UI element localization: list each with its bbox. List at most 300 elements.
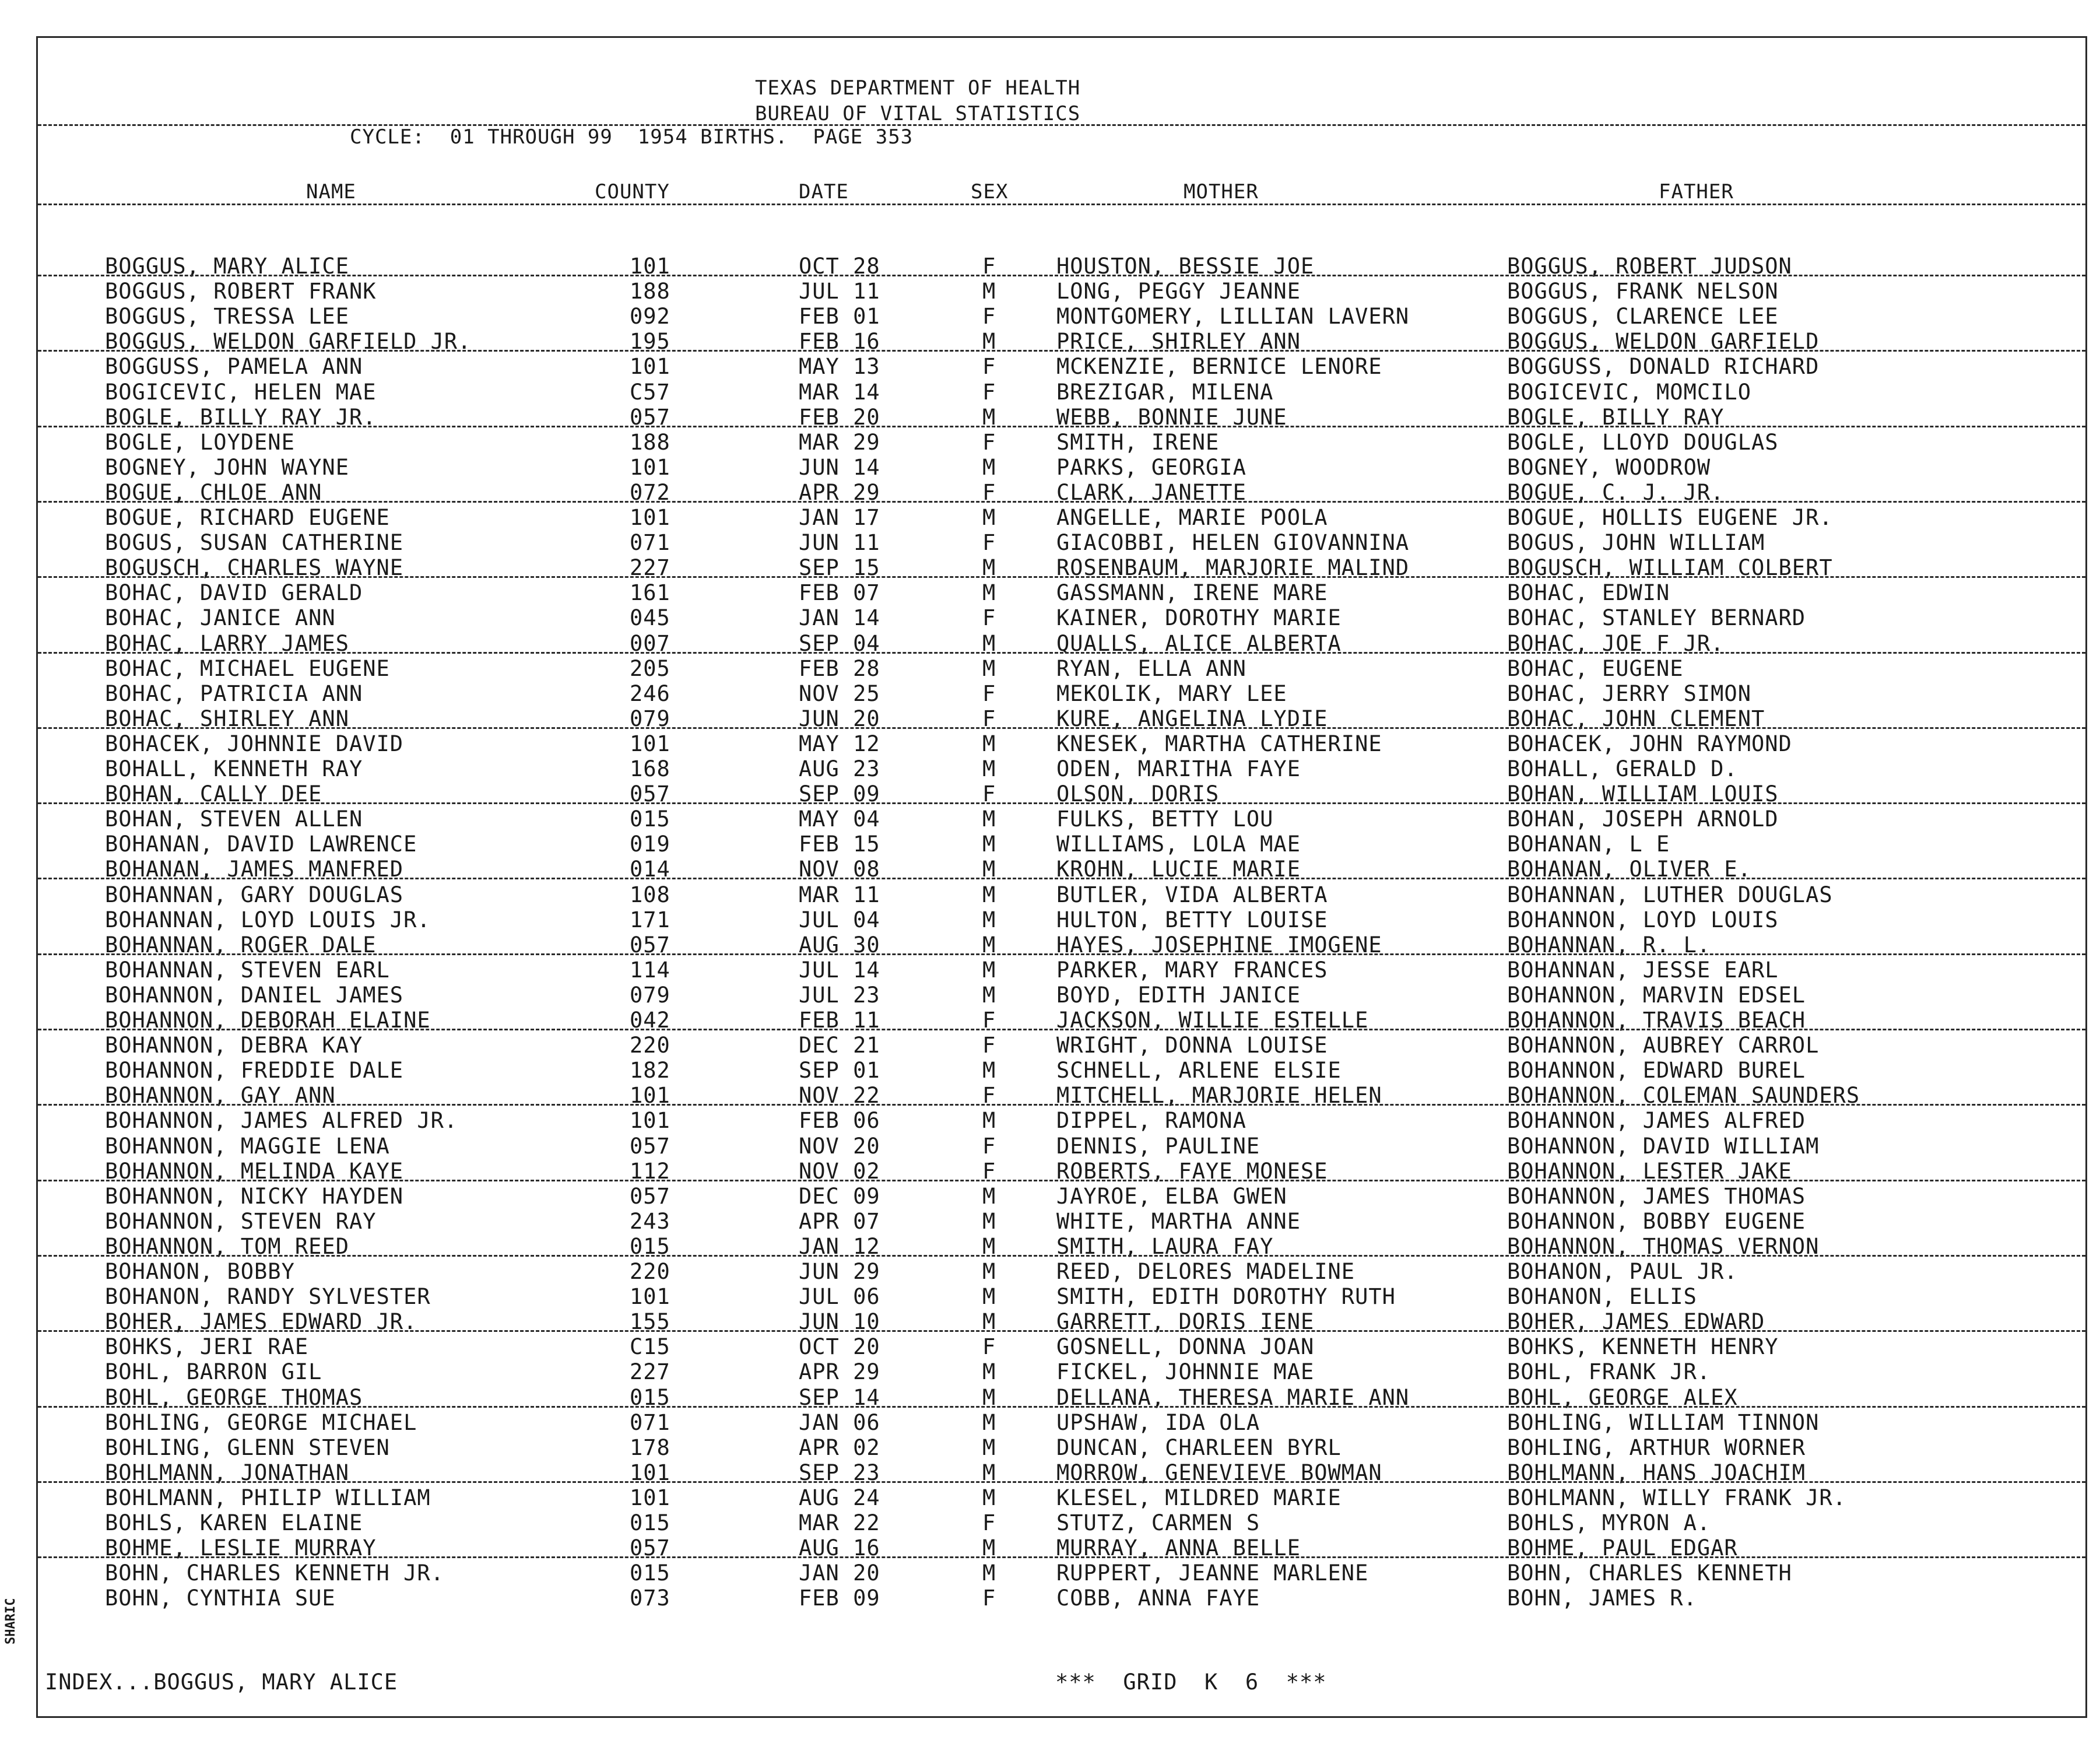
- cell-father: BOHANON, ELLIS: [1507, 1284, 1697, 1310]
- table-row: [38, 1560, 2085, 1586]
- cell-name: BOGGUS, ROBERT FRANK: [105, 279, 377, 304]
- cell-father: BOGUSCH, WILLIAM COLBERT: [1507, 555, 1833, 581]
- cell-date: JUL 06: [799, 1284, 880, 1310]
- cell-name: BOHANON, RANDY SYLVESTER: [105, 1284, 431, 1310]
- cell-county: 015: [630, 1510, 670, 1535]
- cell-mother: KLESEL, MILDRED MARIE: [1056, 1485, 1342, 1510]
- cell-date: JUN 20: [799, 706, 880, 731]
- table-row: [38, 1435, 2085, 1461]
- cell-date: JAN 20: [799, 1560, 880, 1586]
- cell-date: FEB 07: [799, 580, 880, 606]
- cell-father: BOHLING, ARTHUR WORNER: [1507, 1435, 1806, 1460]
- cell-date: MAY 13: [799, 354, 880, 380]
- cell-sex: M: [982, 1560, 996, 1586]
- cell-father: BOGGUS, ROBERT JUDSON: [1507, 254, 1792, 279]
- cell-father: BOHANAN, OLIVER E.: [1507, 857, 1751, 882]
- column-header-mother: MOTHER: [1184, 180, 1259, 204]
- table-row: [38, 1510, 2085, 1536]
- cell-date: SEP 23: [799, 1460, 880, 1485]
- cell-name: BOHACEK, JOHNNIE DAVID: [105, 731, 404, 756]
- cell-county: 071: [630, 530, 670, 556]
- cell-date: JUL 23: [799, 982, 880, 1008]
- cell-county: C15: [630, 1334, 670, 1360]
- cell-date: JAN 17: [799, 505, 880, 530]
- table-row: [38, 1334, 2085, 1360]
- table-row: [38, 656, 2085, 682]
- cell-mother: COBB, ANNA FAYE: [1056, 1586, 1260, 1611]
- cell-sex: F: [982, 1158, 996, 1184]
- cell-date: SEP 04: [799, 630, 880, 656]
- row-group-separator: [38, 1180, 2085, 1181]
- cell-father: BOGUE, C. J. JR.: [1507, 479, 1725, 505]
- cell-sex: M: [982, 279, 996, 304]
- cell-date: AUG 23: [799, 756, 880, 781]
- cell-mother: RYAN, ELLA ANN: [1056, 655, 1246, 681]
- row-group-separator: [38, 1029, 2085, 1030]
- cell-father: BOHANNON, TRAVIS BEACH: [1507, 1008, 1806, 1033]
- cell-father: BOHLING, WILLIAM TINNON: [1507, 1409, 1820, 1435]
- cell-mother: OLSON, DORIS: [1056, 781, 1220, 807]
- cell-sex: F: [982, 304, 996, 329]
- cell-date: JAN 14: [799, 605, 880, 631]
- row-group-separator: [38, 426, 2085, 427]
- cell-name: BOHER, JAMES EDWARD JR.: [105, 1309, 417, 1335]
- cell-date: SEP 15: [799, 555, 880, 581]
- cell-sex: M: [982, 454, 996, 480]
- cell-father: BOGICEVIC, MOMCILO: [1507, 379, 1751, 405]
- cell-date: MAY 12: [799, 731, 880, 756]
- cell-sex: M: [982, 329, 996, 355]
- cell-county: 171: [630, 907, 670, 932]
- cell-county: 101: [630, 254, 670, 279]
- cell-sex: M: [982, 1384, 996, 1410]
- cell-county: C57: [630, 379, 670, 405]
- column-header-county: COUNTY: [595, 180, 670, 204]
- cell-date: FEB 09: [799, 1586, 880, 1611]
- cell-date: MAR 29: [799, 429, 880, 455]
- cell-date: SEP 14: [799, 1384, 880, 1410]
- cell-father: BOHANNON, LOYD LOUIS: [1507, 907, 1779, 932]
- cell-mother: MONTGOMERY, LILLIAN LAVERN: [1056, 304, 1410, 329]
- cell-sex: M: [982, 982, 996, 1008]
- table-row: [38, 1485, 2085, 1511]
- header-bureau: BUREAU OF VITAL STATISTICS: [755, 102, 1081, 125]
- cell-father: BOHALL, GERALD D.: [1507, 756, 1738, 781]
- cell-county: 057: [630, 1183, 670, 1209]
- cell-mother: WEBB, BONNIE JUNE: [1056, 404, 1287, 430]
- cell-date: AUG 16: [799, 1535, 880, 1561]
- row-group-separator: [38, 501, 2085, 503]
- cell-county: 101: [630, 454, 670, 480]
- cell-mother: BOYD, EDITH JANICE: [1056, 982, 1301, 1008]
- cell-mother: DUNCAN, CHARLEEN BYRL: [1056, 1435, 1342, 1460]
- cell-name: BOHANNON, DANIEL JAMES: [105, 982, 404, 1008]
- cell-county: 178: [630, 1435, 670, 1460]
- cell-mother: HULTON, BETTY LOUISE: [1056, 907, 1328, 932]
- cell-county: 079: [630, 706, 670, 731]
- cell-date: JUN 11: [799, 530, 880, 556]
- table-row: [38, 455, 2085, 481]
- cell-sex: F: [982, 1008, 996, 1033]
- cell-mother: SMITH, IRENE: [1056, 429, 1220, 455]
- cell-sex: F: [982, 429, 996, 455]
- cell-name: BOHAC, JANICE ANN: [105, 605, 336, 631]
- cell-father: BOGGUS, CLARENCE LEE: [1507, 304, 1779, 329]
- cell-county: 042: [630, 1008, 670, 1033]
- cell-name: BOHLMANN, PHILIP WILLIAM: [105, 1485, 431, 1510]
- table-row: [38, 304, 2085, 329]
- cell-mother: KAINER, DOROTHY MARIE: [1056, 605, 1342, 631]
- cell-county: 182: [630, 1058, 670, 1083]
- cell-mother: DENNIS, PAULINE: [1056, 1133, 1260, 1159]
- cell-county: 108: [630, 882, 670, 907]
- cell-father: BOGGUSS, DONALD RICHARD: [1507, 354, 1820, 380]
- cell-father: BOGUE, HOLLIS EUGENE JR.: [1507, 505, 1833, 530]
- cell-county: 015: [630, 1384, 670, 1410]
- table-row: [38, 605, 2085, 631]
- cell-father: BOHANNON, DAVID WILLIAM: [1507, 1133, 1820, 1159]
- cell-mother: FICKEL, JOHNNIE MAE: [1056, 1359, 1315, 1385]
- cell-mother: HAYES, JOSEPHINE IMOGENE: [1056, 932, 1382, 958]
- cell-name: BOHANAN, JAMES MANFRED: [105, 857, 404, 882]
- cell-mother: CLARK, JANETTE: [1056, 479, 1246, 505]
- cell-mother: MORROW, GENEVIEVE BOWMAN: [1056, 1460, 1382, 1485]
- cell-county: 243: [630, 1208, 670, 1234]
- cell-sex: M: [982, 957, 996, 983]
- cell-county: 092: [630, 304, 670, 329]
- cell-father: BOHL, FRANK JR.: [1507, 1359, 1711, 1385]
- cell-father: BOHANNON, JAMES ALFRED: [1507, 1108, 1806, 1134]
- cell-county: 057: [630, 1535, 670, 1561]
- cell-father: BOGGUS, WELDON GARFIELD: [1507, 329, 1820, 355]
- cell-name: BOHANNAN, ROGER DALE: [105, 932, 377, 958]
- cell-name: BOGUE, CHLOE ANN: [105, 479, 322, 505]
- cell-county: 015: [630, 1560, 670, 1586]
- row-group-separator: [38, 878, 2085, 879]
- column-header-date: DATE: [799, 180, 849, 204]
- cell-father: BOHACEK, JOHN RAYMOND: [1507, 731, 1792, 756]
- table-row: [38, 1284, 2085, 1310]
- cell-county: 112: [630, 1158, 670, 1184]
- cell-name: BOGGUS, WELDON GARFIELD JR.: [105, 329, 472, 355]
- row-group-separator: [38, 1330, 2085, 1332]
- cell-mother: SMITH, LAURA FAY: [1056, 1233, 1274, 1259]
- cell-date: SEP 01: [799, 1058, 880, 1083]
- cell-father: BOHAC, JOHN CLEMENT: [1507, 706, 1765, 731]
- footer-grid: *** GRID K 6 ***: [1055, 1670, 1327, 1695]
- cell-sex: M: [982, 555, 996, 581]
- cell-name: BOHANAN, DAVID LAWRENCE: [105, 832, 417, 857]
- row-group-separator: [38, 1556, 2085, 1558]
- cell-father: BOHANNAN, R. L.: [1507, 932, 1711, 958]
- cell-sex: F: [982, 706, 996, 731]
- table-row: [38, 380, 2085, 405]
- document-frame: [36, 36, 2087, 1718]
- row-group-separator: [38, 802, 2085, 804]
- cell-name: BOHANNAN, LOYD LOUIS JR.: [105, 907, 431, 932]
- cell-date: OCT 20: [799, 1334, 880, 1360]
- cell-date: FEB 20: [799, 404, 880, 430]
- cell-sex: F: [982, 1133, 996, 1159]
- cell-date: MAY 04: [799, 806, 880, 832]
- cell-sex: M: [982, 832, 996, 857]
- cell-sex: M: [982, 1460, 996, 1485]
- cell-sex: F: [982, 1083, 996, 1109]
- cell-name: BOHANNON, JAMES ALFRED JR.: [105, 1108, 458, 1134]
- cell-sex: F: [982, 354, 996, 380]
- cell-sex: F: [982, 479, 996, 505]
- cell-name: BOHLING, GLENN STEVEN: [105, 1435, 390, 1460]
- cell-county: 188: [630, 429, 670, 455]
- cell-date: FEB 11: [799, 1008, 880, 1033]
- cell-county: 101: [630, 1460, 670, 1485]
- cell-father: BOGLE, BILLY RAY: [1507, 404, 1725, 430]
- table-row: [38, 430, 2085, 455]
- table-row: [38, 279, 2085, 304]
- cell-mother: STUTZ, CARMEN S: [1056, 1510, 1260, 1535]
- cell-county: 168: [630, 756, 670, 781]
- cell-mother: LONG, PEGGY JEANNE: [1056, 279, 1301, 304]
- cell-sex: F: [982, 254, 996, 279]
- cell-date: FEB 28: [799, 655, 880, 681]
- cell-name: BOHME, LESLIE MURRAY: [105, 1535, 377, 1561]
- cell-county: 101: [630, 1083, 670, 1109]
- cell-name: BOGUE, RICHARD EUGENE: [105, 505, 390, 530]
- cell-name: BOHLS, KAREN ELAINE: [105, 1510, 363, 1535]
- cell-sex: M: [982, 932, 996, 958]
- cell-sex: F: [982, 681, 996, 706]
- cell-father: BOHL, GEORGE ALEX: [1507, 1384, 1738, 1410]
- cell-sex: M: [982, 1409, 996, 1435]
- cell-name: BOHANNON, GAY ANN: [105, 1083, 336, 1109]
- cell-mother: PARKS, GEORGIA: [1056, 454, 1246, 480]
- row-group-separator: [38, 1406, 2085, 1408]
- cell-sex: F: [982, 1586, 996, 1611]
- cell-sex: M: [982, 1485, 996, 1510]
- cell-father: BOHKS, KENNETH HENRY: [1507, 1334, 1779, 1360]
- cell-father: BOHME, PAUL EDGAR: [1507, 1535, 1738, 1561]
- cell-date: FEB 15: [799, 832, 880, 857]
- cell-father: BOHANNON, JAMES THOMAS: [1507, 1183, 1806, 1209]
- cell-date: JUL 14: [799, 957, 880, 983]
- cell-date: JAN 06: [799, 1409, 880, 1435]
- cell-county: 079: [630, 982, 670, 1008]
- cell-name: BOHAN, CALLY DEE: [105, 781, 322, 807]
- cell-sex: M: [982, 1359, 996, 1385]
- cell-sex: M: [982, 1108, 996, 1134]
- cell-name: BOHANNON, DEBRA KAY: [105, 1033, 363, 1058]
- table-row: [38, 354, 2085, 380]
- cell-mother: WHITE, MARTHA ANNE: [1056, 1208, 1301, 1234]
- cell-sex: F: [982, 781, 996, 807]
- cell-date: JUN 29: [799, 1259, 880, 1284]
- cell-mother: JACKSON, WILLIE ESTELLE: [1056, 1008, 1369, 1033]
- cell-date: AUG 24: [799, 1485, 880, 1510]
- cell-father: BOHANNON, AUBREY CARROL: [1507, 1033, 1820, 1058]
- cell-mother: DIPPEL, RAMONA: [1056, 1108, 1246, 1134]
- cell-father: BOGLE, LLOYD DOUGLAS: [1507, 429, 1779, 455]
- cell-mother: ROSENBAUM, MARJORIE MALIND: [1056, 555, 1410, 581]
- cell-name: BOHANNAN, STEVEN EARL: [105, 957, 390, 983]
- cell-date: JUL 04: [799, 907, 880, 932]
- cell-sex: M: [982, 907, 996, 932]
- cell-county: 057: [630, 781, 670, 807]
- cell-sex: M: [982, 806, 996, 832]
- cell-county: 101: [630, 731, 670, 756]
- cell-mother: HOUSTON, BESSIE JOE: [1056, 254, 1315, 279]
- cell-mother: KURE, ANGELINA LYDIE: [1056, 706, 1328, 731]
- row-group-separator: [38, 1255, 2085, 1257]
- cell-sex: M: [982, 1183, 996, 1209]
- cell-date: SEP 09: [799, 781, 880, 807]
- cell-name: BOHAC, SHIRLEY ANN: [105, 706, 349, 731]
- cell-date: NOV 25: [799, 681, 880, 706]
- table-row: [38, 806, 2085, 832]
- row-group-separator: [38, 727, 2085, 729]
- cell-father: BOHLMANN, WILLY FRANK JR.: [1507, 1485, 1846, 1510]
- cell-sex: M: [982, 1259, 996, 1284]
- table-row: [38, 580, 2085, 606]
- cell-father: BOHLMANN, HANS JOACHIM: [1507, 1460, 1806, 1485]
- cell-date: DEC 09: [799, 1183, 880, 1209]
- cell-name: BOGICEVIC, HELEN MAE: [105, 379, 377, 405]
- cell-county: 073: [630, 1586, 670, 1611]
- cell-mother: BUTLER, VIDA ALBERTA: [1056, 882, 1328, 907]
- cell-name: BOGUSCH, CHARLES WAYNE: [105, 555, 404, 581]
- cell-father: BOHAC, JOE F JR.: [1507, 630, 1725, 656]
- cell-name: BOHN, CHARLES KENNETH JR.: [105, 1560, 444, 1586]
- cell-name: BOHN, CYNTHIA SUE: [105, 1586, 336, 1611]
- cell-name: BOHKS, JERI RAE: [105, 1334, 309, 1360]
- cell-sex: M: [982, 731, 996, 756]
- cell-father: BOHANNON, THOMAS VERNON: [1507, 1233, 1820, 1259]
- cell-date: MAR 22: [799, 1510, 880, 1535]
- cell-county: 057: [630, 404, 670, 430]
- cell-county: 057: [630, 932, 670, 958]
- cell-name: BOHANNON, MAGGIE LENA: [105, 1133, 390, 1159]
- cell-county: 101: [630, 1108, 670, 1134]
- cell-mother: WRIGHT, DONNA LOUISE: [1056, 1033, 1328, 1058]
- cell-mother: ODEN, MARITHA FAYE: [1056, 756, 1301, 781]
- row-group-separator: [38, 350, 2085, 352]
- cell-mother: GASSMANN, IRENE MARE: [1056, 580, 1328, 606]
- table-row: [38, 530, 2085, 556]
- cell-mother: MITCHELL, MARJORIE HELEN: [1056, 1083, 1382, 1109]
- cell-county: 015: [630, 806, 670, 832]
- cell-sex: F: [982, 1510, 996, 1535]
- table-row: [38, 1108, 2085, 1134]
- cell-mother: GARRETT, DORIS IENE: [1056, 1309, 1315, 1335]
- cell-sex: M: [982, 655, 996, 681]
- cell-sex: M: [982, 756, 996, 781]
- cell-sex: M: [982, 630, 996, 656]
- cell-name: BOHL, BARRON GIL: [105, 1359, 322, 1385]
- cell-county: 161: [630, 580, 670, 606]
- cell-sex: M: [982, 404, 996, 430]
- cell-mother: PARKER, MARY FRANCES: [1056, 957, 1328, 983]
- cell-mother: GIACOBBI, HELEN GIOVANNINA: [1056, 530, 1410, 556]
- cell-father: BOHAN, JOSEPH ARNOLD: [1507, 806, 1779, 832]
- header-cycle: CYCLE: 01 THROUGH 99 1954 BIRTHS. PAGE 353: [350, 125, 914, 149]
- cell-name: BOHLING, GEORGE MICHAEL: [105, 1409, 417, 1435]
- cell-father: BOHANAN, L E: [1507, 832, 1670, 857]
- cell-father: BOHANNON, MARVIN EDSEL: [1507, 982, 1806, 1008]
- cell-date: DEC 21: [799, 1033, 880, 1058]
- table-row: [38, 681, 2085, 707]
- cell-name: BOHANNON, DEBORAH ELAINE: [105, 1008, 431, 1033]
- cell-sex: M: [982, 1309, 996, 1335]
- cell-mother: WILLIAMS, LOLA MAE: [1056, 832, 1301, 857]
- cell-county: 057: [630, 1133, 670, 1159]
- table-row: [38, 731, 2085, 757]
- cell-sex: M: [982, 1058, 996, 1083]
- cell-date: APR 29: [799, 1359, 880, 1385]
- cell-county: 227: [630, 1359, 670, 1385]
- table-row: [38, 983, 2085, 1008]
- cell-father: BOHAC, EDWIN: [1507, 580, 1670, 606]
- cell-name: BOGLE, BILLY RAY JR.: [105, 404, 377, 430]
- cell-date: JUL 11: [799, 279, 880, 304]
- cell-father: BOHAN, WILLIAM LOUIS: [1507, 781, 1779, 807]
- cell-county: 015: [630, 1233, 670, 1259]
- cell-mother: DELLANA, THERESA MARIE ANN: [1056, 1384, 1410, 1410]
- cell-county: 220: [630, 1259, 670, 1284]
- cell-mother: MEKOLIK, MARY LEE: [1056, 681, 1287, 706]
- header-separator-1: [38, 124, 2085, 126]
- cell-sex: M: [982, 1435, 996, 1460]
- cell-name: BOHANON, BOBBY: [105, 1259, 295, 1284]
- table-row: [38, 1410, 2085, 1436]
- cell-county: 114: [630, 957, 670, 983]
- cell-mother: SMITH, EDITH DOROTHY RUTH: [1056, 1284, 1396, 1310]
- cell-county: 205: [630, 655, 670, 681]
- cell-date: APR 02: [799, 1435, 880, 1460]
- table-row: [38, 505, 2085, 531]
- cell-date: FEB 16: [799, 329, 880, 355]
- cell-father: BOHAC, JERRY SIMON: [1507, 681, 1751, 706]
- cell-sex: M: [982, 580, 996, 606]
- cell-sex: F: [982, 605, 996, 631]
- cell-name: BOHANNON, STEVEN RAY: [105, 1208, 377, 1234]
- cell-date: NOV 22: [799, 1083, 880, 1109]
- cell-date: FEB 01: [799, 304, 880, 329]
- table-row: [38, 882, 2085, 908]
- cell-father: BOGGUS, FRANK NELSON: [1507, 279, 1779, 304]
- cell-date: NOV 20: [799, 1133, 880, 1159]
- cell-mother: MURRAY, ANNA BELLE: [1056, 1535, 1301, 1561]
- cell-name: BOHAC, LARRY JAMES: [105, 630, 349, 656]
- cell-sex: M: [982, 882, 996, 907]
- cell-date: JUN 10: [799, 1309, 880, 1335]
- cell-father: BOGUS, JOHN WILLIAM: [1507, 530, 1765, 556]
- cell-mother: UPSHAW, IDA OLA: [1056, 1409, 1260, 1435]
- cell-mother: KROHN, LUCIE MARIE: [1056, 857, 1301, 882]
- cell-name: BOHAC, PATRICIA ANN: [105, 681, 363, 706]
- column-header-sex: SEX: [971, 180, 1009, 204]
- cell-sex: F: [982, 530, 996, 556]
- table-row: [38, 832, 2085, 857]
- cell-name: BOGGUS, MARY ALICE: [105, 254, 349, 279]
- cell-father: BOHANNON, BOBBY EUGENE: [1507, 1208, 1806, 1234]
- cell-county: 220: [630, 1033, 670, 1058]
- table-row: [38, 1359, 2085, 1385]
- cell-mother: QUALLS, ALICE ALBERTA: [1056, 630, 1342, 656]
- cell-father: BOHN, CHARLES KENNETH: [1507, 1560, 1792, 1586]
- cell-sex: M: [982, 505, 996, 530]
- cell-date: APR 07: [799, 1208, 880, 1234]
- cell-name: BOHANNON, NICKY HAYDEN: [105, 1183, 404, 1209]
- cell-name: BOHANNON, FREDDIE DALE: [105, 1058, 404, 1083]
